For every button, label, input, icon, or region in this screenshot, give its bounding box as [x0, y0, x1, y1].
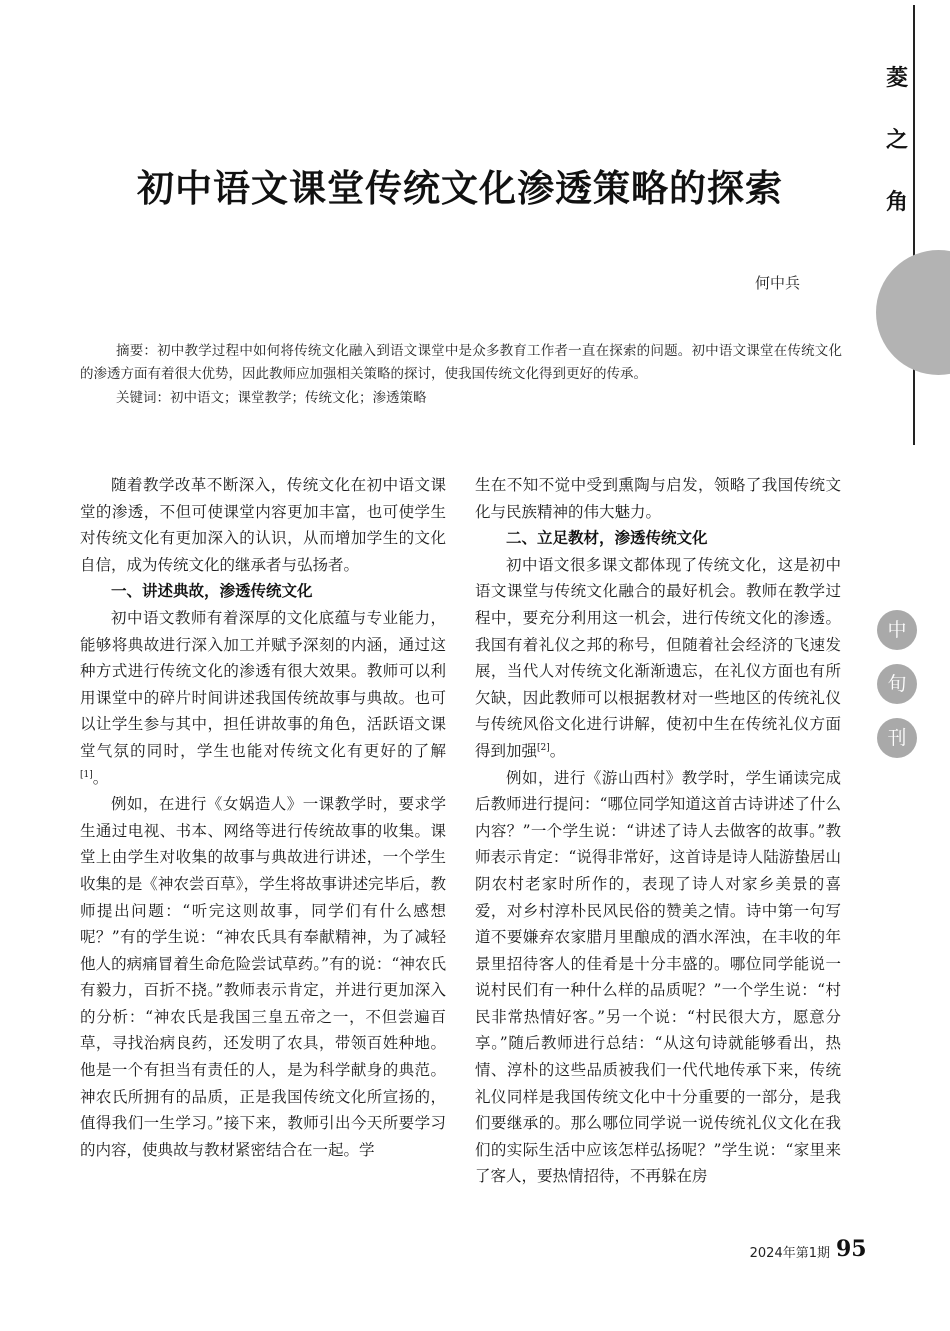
side-banner-char: 角: [885, 190, 908, 215]
paragraph-end: 。: [549, 741, 566, 760]
side-dot: 旬: [877, 664, 917, 704]
paragraph: 例如，进行《游山西村》教学时，学生诵读完成后教师进行提问：“哪位同学知道这首古诗讲述了什么内容？”一个学生说：“讲述了诗人去做客的故事。”教师表示肯定：“说得非常好，这首诗是诗人陆游蛰居山阴农村老家时所作的，表现了诗人对家乡美景的喜爱，对乡村淳朴民风民俗的赞美之情。诗中第一句写道不要嫌弃农家腊月里酿成的酒水浑浊，在丰收的年景里招待客人的佳肴是十分丰盛的。哪位同学能说一说村民们有一种什么样的品质呢？”一个学生说：“村民非常热情好客。”另一个说：“村民很大方，愿意分享。”随后教师进行总结：“从这句诗就能够看出，热情、淳朴的这些品质被我们一代代地传承下来，传统礼仪同样是我国传统文化中十分重要的一部分，是我们要继承的。那么哪位同学说一说传统礼仪文化在我们的实际生活中应该怎样弘扬呢？”学生说：“家里来了客人，要热情招待，不再躲在房: [475, 768, 841, 1186]
author-name: 何中兵: [754, 274, 800, 292]
paragraph: 生在不知不觉中受到熏陶与启发，领略了我国传统文化与民族精神的伟大魅力。: [475, 476, 841, 521]
paragraph-text: 初中语文教师有着深厚的文化底蕴与专业能力，能够将典故进行深入加工并赋予深刻的内涵，通过这种方式进行传统文化的渗透有很大效果。教师可以利用课堂中的碎片时间讲述我国传统故事与典故。也可以让学生参与其中，担任讲故事的角色，活跃语文课堂气氛的同时，学生也能对传统文化有更好的了解: [80, 608, 446, 760]
abstract-text: 摘要：初中教学过程中如何将传统文化融入到语文课堂中是众多教育工作者一直在探索的问题。初中语文课堂在传统文化的渗透方面有着很大优势，因此教师应加强相关策略的探讨，使我国传统文化得到更好的传承。: [80, 343, 842, 382]
side-banner-char: 之: [885, 128, 908, 153]
side-banner-char: 菱: [885, 66, 908, 91]
section-heading: 二、立足教材，渗透传统文化: [506, 529, 708, 548]
paragraph: [475, 552, 841, 765]
citation-ref: [1]: [80, 769, 93, 780]
side-decor-circle: [876, 250, 950, 375]
abstract-block: [80, 340, 842, 410]
right-column: [475, 472, 841, 1190]
article-title: 初中语文课堂传统文化渗透策略的探索: [137, 167, 783, 210]
left-column: [80, 472, 446, 1163]
citation-ref: [2]: [537, 742, 550, 753]
side-dot: 中: [877, 610, 917, 650]
keywords: 关键词：初中语文；课堂教学；传统文化；渗透策略: [116, 390, 427, 406]
paragraph: [80, 605, 446, 791]
side-dot: 刊: [877, 718, 917, 758]
section-heading: 一、讲述典故，渗透传统文化: [111, 582, 313, 601]
page-number: 95: [836, 1236, 867, 1262]
issue-label: 2024年第1期: [749, 1246, 830, 1261]
side-banner: [872, 48, 922, 234]
paragraph-text: 初中语文很多课文都体现了传统文化，这是初中语文课堂与传统文化融合的最好机会。教师在教学过程中，要充分利用这一机会，进行传统文化的渗透。我国有着礼仪之邦的称号，但随着社会经济的飞速发展，当代人对传统文化渐渐遗忘，在礼仪方面也有所欠缺，因此教师可以根据教材对一些地区的传统礼仪与传统风俗文化进行讲解，使初中生在传统礼仪方面得到加强: [475, 555, 841, 760]
paragraph-end: 。: [92, 768, 109, 787]
paragraph: 例如，在进行《女娲造人》一课教学时，要求学生通过电视、书本、网络等进行传统故事的收集。课堂上由学生对收集的故事与典故进行讲述，一个学生收集的是《神农尝百草》，学生将故事讲述完毕后，教师提出问题：“听完这则故事，同学们有什么感想呢？”有的学生说：“神农氏具有奉献精神，为了减轻他人的病痛冒着生命危险尝试草药。”有的说：“神农氏有毅力，百折不挠。”教师表示肯定，并进行更加深入的分析：“神农氏是我国三皇五帝之一，不但尝遍百草，寻找治病良药，还发明了农具，带领百姓种地。他是一个有担当有责任的人，是为科学献身的典范。神农氏所拥有的品质，正是我国传统文化所宣扬的，值得我们一生学习。”接下来，教师引出今天所要学习的内容，使典故与教材紧密结合在一起。学: [80, 795, 446, 1159]
paragraph: 随着教学改革不断深入，传统文化在初中语文课堂的渗透，不但可使课堂内容更加丰富，也可使学生对传统文化有更加深入的认识，从而增加学生的文化自信，成为传统文化的继承者与弘扬者。: [80, 476, 446, 574]
